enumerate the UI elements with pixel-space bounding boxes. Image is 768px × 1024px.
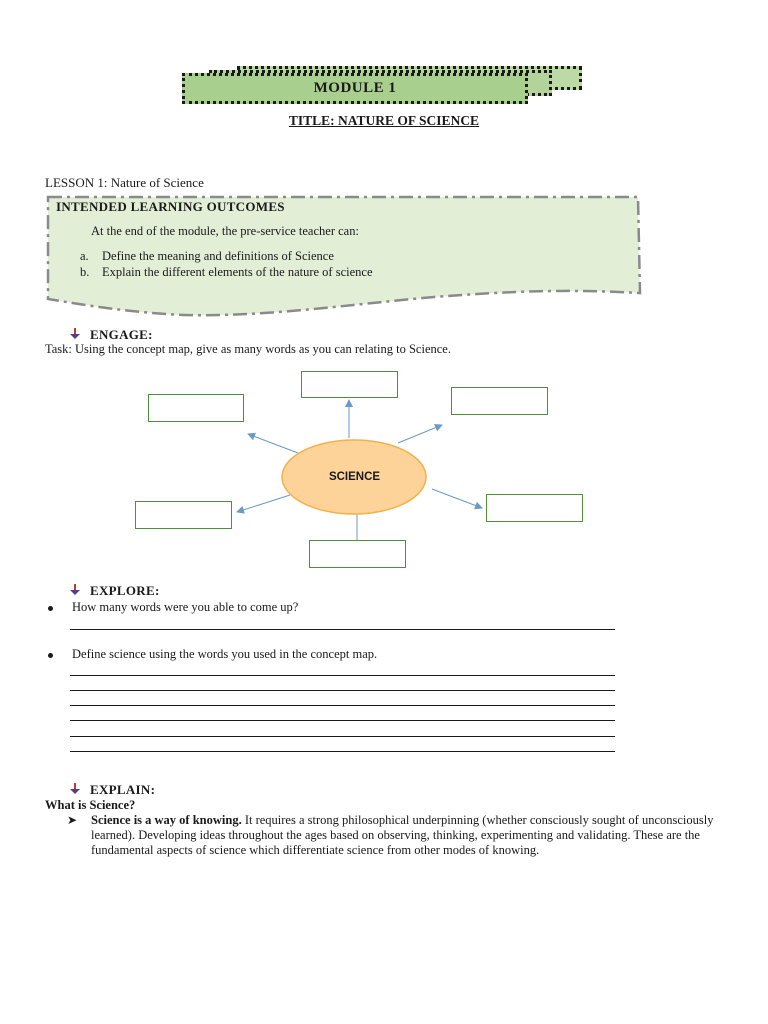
down-arrow-icon [70, 584, 80, 596]
ilo-item-text: Define the meaning and definitions of Science [102, 249, 334, 263]
engage-heading-label: ENGAGE: [90, 327, 153, 342]
explore-question [72, 600, 298, 615]
answer-line[interactable] [70, 720, 615, 721]
lesson-label: LESSON 1: Nature of Science [45, 175, 204, 190]
answer-line[interactable] [70, 705, 615, 706]
explain-paragraph [91, 813, 721, 858]
ilo-heading: INTENDED LEARNING OUTCOMES [56, 199, 285, 214]
explain-point-rest: It requires a strong philosophical underpinning (whether consciously sought of unconsciously learned). Developing ideas throughout the ages based on observing, thinking, experimenting and validating. These are the fundamental aspects of science which differentiate science from other modes of knowing. [91, 813, 714, 857]
explore-question-text: Define science using the words you used in the concept map. [72, 647, 378, 661]
answer-line[interactable] [70, 690, 615, 691]
explain-heading-label: EXPLAIN: [90, 782, 156, 797]
answer-line[interactable] [70, 751, 615, 752]
explain-point-bold: Science is a way of knowing. [91, 813, 242, 827]
bullet-icon [48, 606, 53, 611]
answer-line[interactable] [70, 629, 615, 630]
explain-heading [70, 782, 155, 798]
explore-question [72, 647, 377, 662]
explore-heading-label: EXPLORE: [90, 583, 160, 598]
ilo-intro: At the end of the module, the pre-service teacher can: [91, 224, 359, 238]
concept-box-bottom[interactable] [309, 540, 406, 568]
concept-box-upper-left[interactable] [148, 394, 244, 422]
engage-task: Task: Using the concept map, give as many words as you can relating to Science. [45, 342, 451, 356]
ilo-item-text: Explain the different elements of the nature of science [102, 265, 373, 279]
down-arrow-icon [70, 783, 80, 795]
ilo-item-marker: b. [80, 265, 90, 279]
module-label: MODULE 1 [313, 80, 397, 96]
ilo-item-marker: a. [80, 249, 89, 263]
page-title: TITLE: NATURE OF SCIENCE [288, 113, 480, 128]
explore-question-text: How many words were you able to come up? [72, 600, 299, 614]
answer-line[interactable] [70, 675, 615, 676]
science-label: SCIENCE [328, 471, 381, 483]
bullet-icon [48, 653, 53, 658]
explain-question: What is Science? [45, 798, 136, 812]
concept-box-lower-right[interactable] [486, 494, 583, 522]
concept-box-upper-right[interactable] [451, 387, 548, 415]
concept-box-top[interactable] [301, 371, 398, 398]
concept-box-lower-left[interactable] [135, 501, 232, 529]
chevron-right-icon: ➤ [67, 813, 78, 827]
connector-arrow-lower-right [432, 489, 482, 508]
answer-line[interactable] [70, 736, 615, 737]
explore-heading [70, 583, 160, 599]
